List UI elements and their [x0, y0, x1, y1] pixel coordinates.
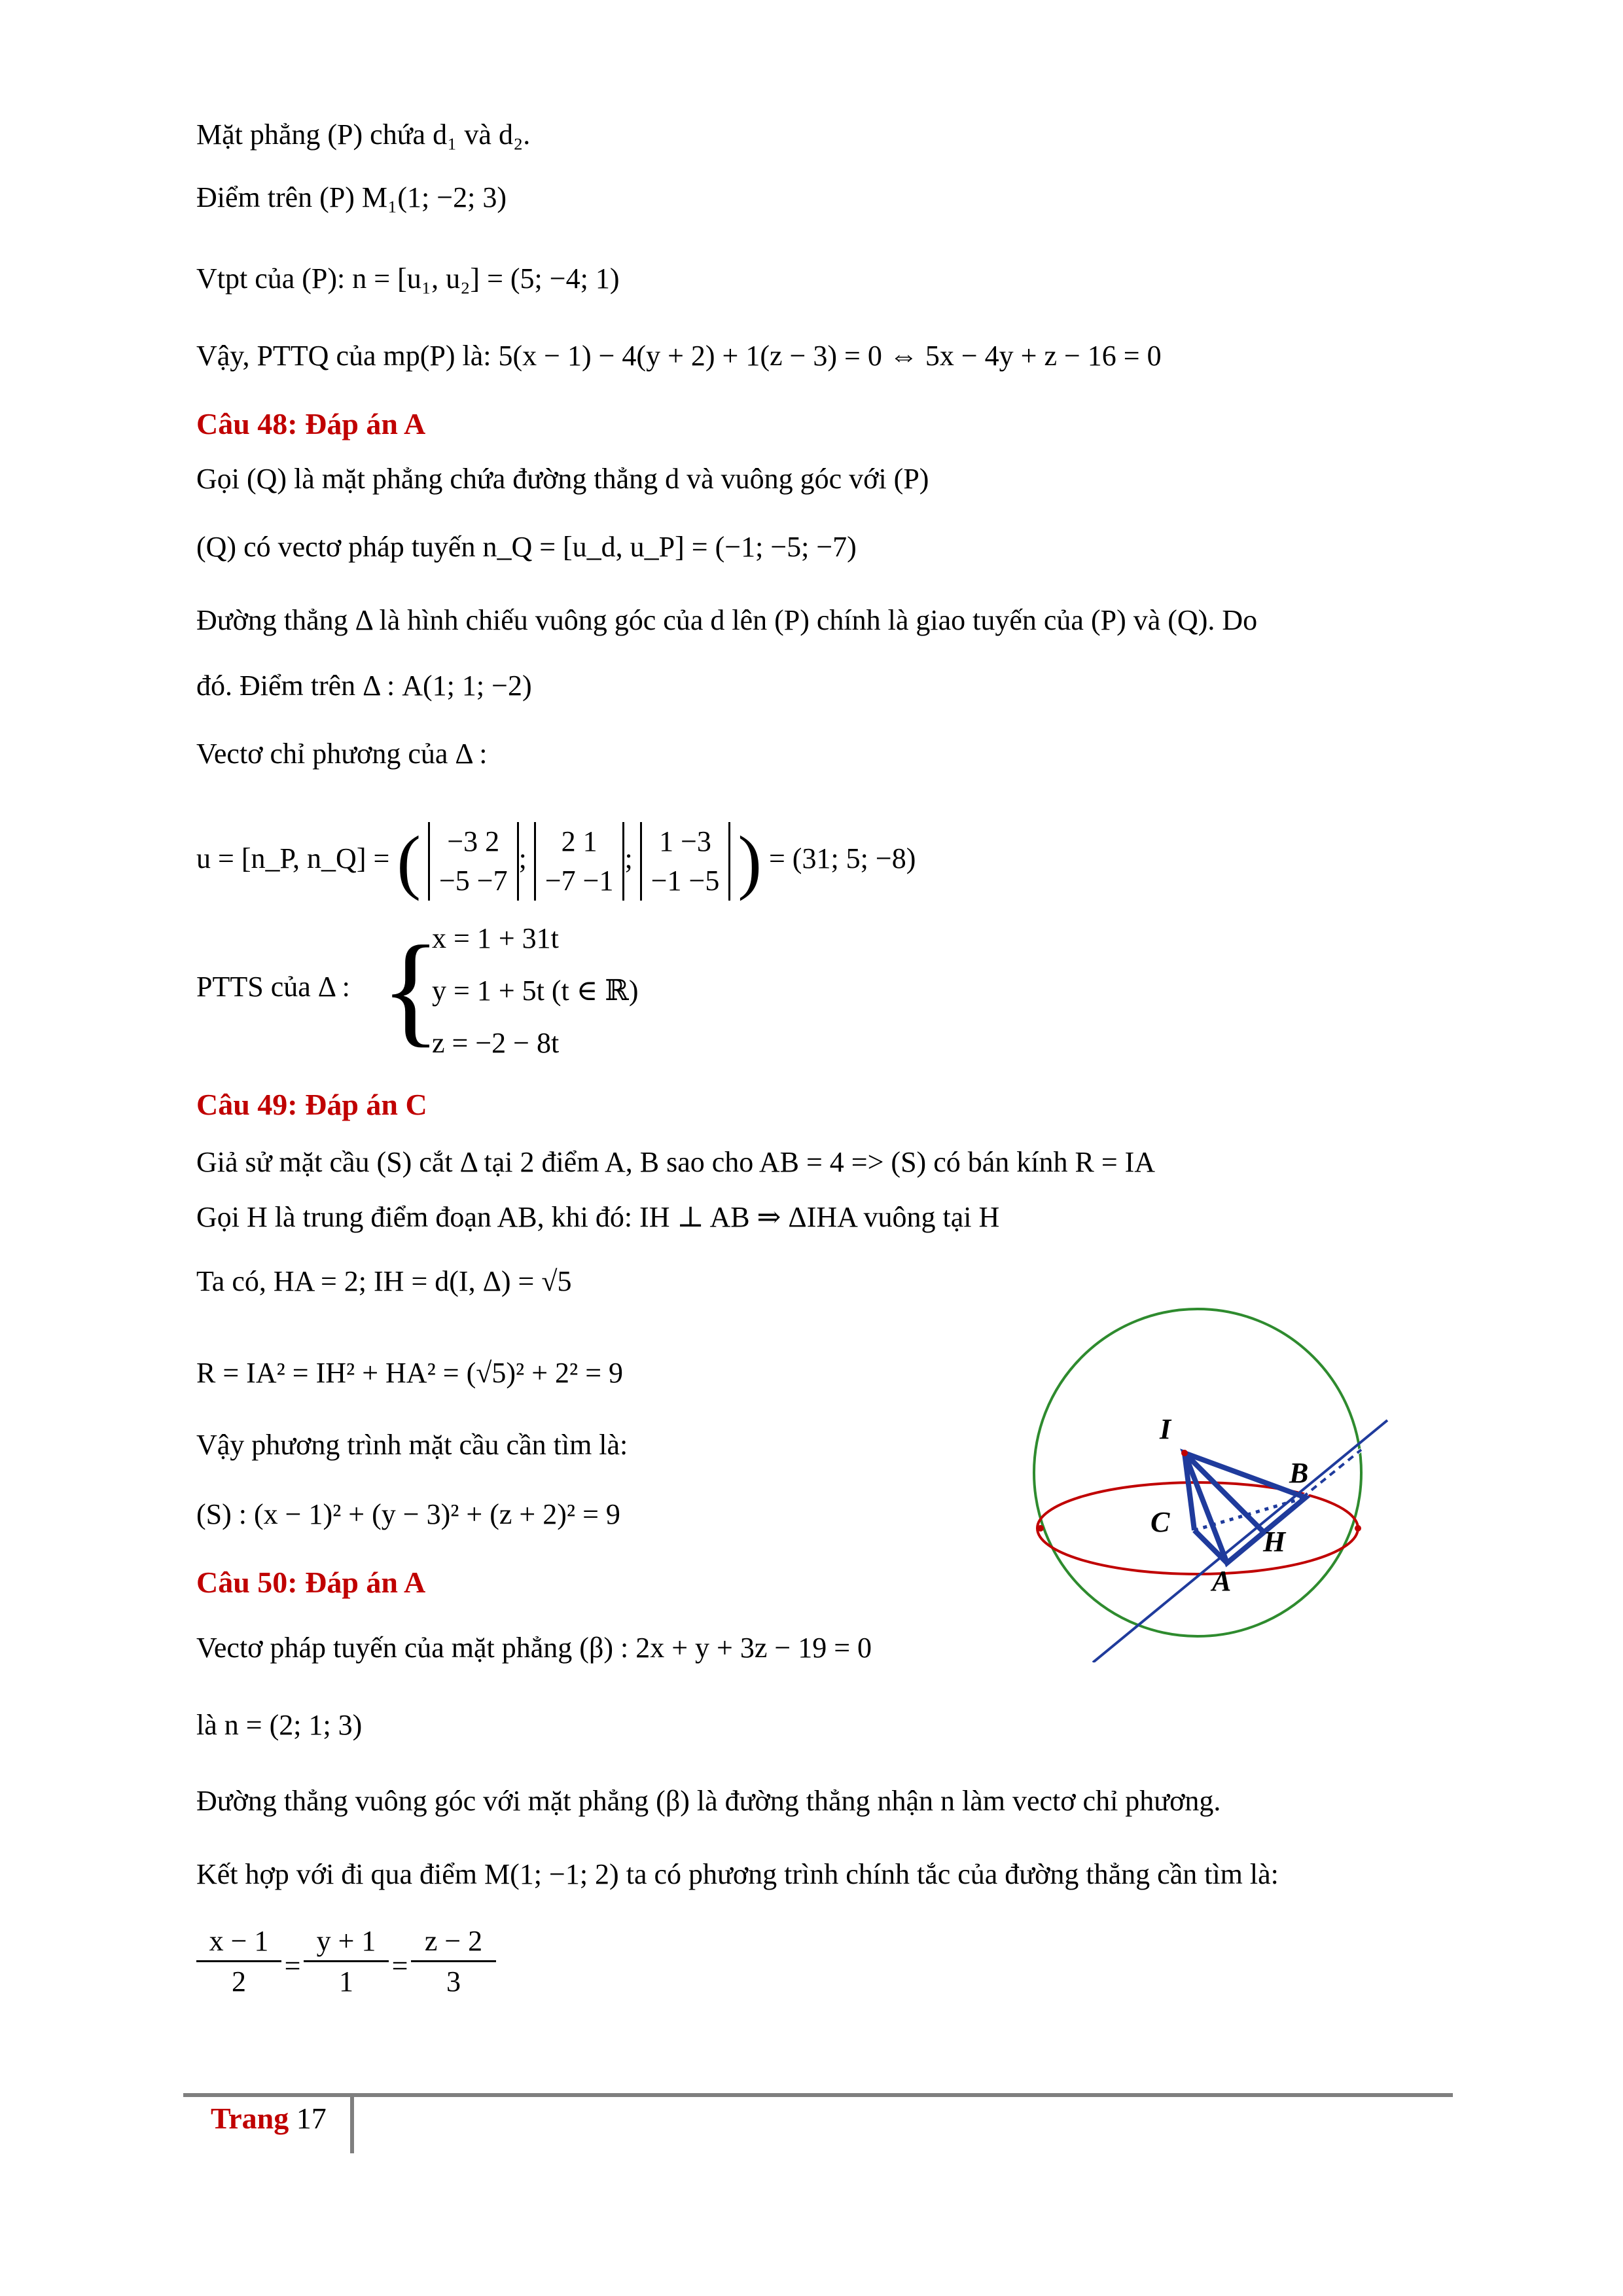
text-line: Vậy phương trình mặt cầu cần tìm là:	[196, 1429, 628, 1461]
label-C: C	[1150, 1506, 1170, 1538]
text-line: R = IA² = IH² + HA² = (√5)² + 2² = 9	[196, 1357, 624, 1389]
det-row: −5 −7	[438, 865, 508, 897]
point-left	[1037, 1525, 1044, 1532]
det-row: 2 1	[561, 825, 597, 857]
numerator: y + 1	[304, 1924, 389, 1962]
system-row: y = 1 + 5t (t ∈ ℝ)	[432, 975, 639, 1007]
label-B: B	[1289, 1457, 1309, 1489]
text-line: Vtpt của (P): n = [u₁, u₂] = (5; −4; 1)	[196, 262, 620, 295]
text-line: (Q) có vectơ pháp tuyến n_Q = [u_d, u_P] = (−1; −5; −7)	[196, 531, 857, 563]
text-line: Gọi (Q) là mặt phẳng chứa đường thẳng d và vuông góc với (P)	[196, 463, 929, 495]
text-line: Vậy, PTTQ của mp(P) là: 5(x − 1) − 4(y + 2) + 1(z − 3) = 0 ⇔ 5x − 4y + z − 16 = 0	[196, 340, 1162, 372]
sphere-diagram	[1008, 1257, 1414, 1662]
label-A: A	[1212, 1565, 1232, 1597]
equals-sign: =	[391, 1950, 408, 1982]
point-I	[1181, 1450, 1188, 1456]
page-number: 17	[296, 2102, 327, 2135]
text-line: Ta có, HA = 2; IH = d(I, Δ) = √5	[196, 1265, 572, 1297]
fraction-z	[411, 1924, 496, 1998]
label-H: H	[1263, 1526, 1286, 1558]
denominator: 2	[232, 1965, 246, 1998]
paren-close: )	[738, 821, 762, 901]
numerator: z − 2	[411, 1924, 496, 1962]
system-row: z = −2 − 8t	[432, 1027, 560, 1059]
text-line: (S) : (x − 1)² + (y − 3)² + (z + 2)² = 9	[196, 1498, 620, 1530]
text-line: Vectơ chỉ phương của Δ :	[196, 738, 488, 770]
determinant-1	[428, 822, 519, 901]
paren-open: (	[397, 821, 421, 901]
numerator: x − 1	[196, 1924, 281, 1962]
brace: {	[381, 921, 441, 1058]
text-line: đó. Điểm trên Δ : A(1; 1; −2)	[196, 670, 532, 702]
parametric-system	[432, 912, 639, 1069]
det-row: 1 −3	[659, 825, 711, 857]
label-I: I	[1160, 1413, 1171, 1445]
point-right	[1355, 1525, 1361, 1532]
question-48-heading: Câu 48: Đáp án A	[196, 407, 426, 440]
fraction-y	[304, 1924, 389, 1998]
text-line: Gọi H là trung điểm đoạn AB, khi đó: IH ⊥ AB ⇒ ΔIHA vuông tại H	[196, 1201, 1000, 1233]
question-50-heading: Câu 50: Đáp án A	[196, 1566, 426, 1599]
formula-right: = (31; 5; −8)	[768, 842, 916, 875]
question-49-heading: Câu 49: Đáp án C	[196, 1088, 427, 1121]
determinant-2	[534, 822, 625, 901]
parametric-label: PTTS của Δ :	[196, 971, 350, 1003]
text-line: Mặt phẳng (P) chứa d₁ và d₂.	[196, 118, 531, 151]
formula-left: u = [n_P, n_Q] =	[196, 842, 390, 875]
det-row: −3 2	[447, 825, 500, 857]
text-line: Vectơ pháp tuyến của mặt phẳng (β) : 2x + y + 3z − 19 = 0	[196, 1632, 872, 1664]
det-row: −7 −1	[544, 865, 614, 897]
line-delta	[1093, 1420, 1387, 1662]
denominator: 1	[339, 1965, 353, 1998]
footer-divider	[350, 2097, 354, 2153]
text-line: Điểm trên (P) M₁(1; −2; 3)	[196, 181, 507, 213]
text-line: Đường thẳng vuông góc với mặt phẳng (β) là đường thẳng nhận n làm vectơ chỉ phương.	[196, 1785, 1221, 1817]
page-footer	[211, 2101, 327, 2136]
sphere-outline	[1034, 1309, 1361, 1636]
equals-sign: =	[284, 1950, 301, 1982]
determinant-3	[640, 822, 731, 901]
footer-rule	[183, 2093, 1453, 2097]
text-line: Giả sử mặt cầu (S) cắt Δ tại 2 điểm A, B sao cho AB = 4 => (S) có bán kính R = IA	[196, 1146, 1156, 1178]
fraction-x	[196, 1924, 281, 1998]
text-line: là n = (2; 1; 3)	[196, 1709, 363, 1741]
text-line: Kết hợp với đi qua điểm M(1; −1; 2) ta có phương trình chính tắc của đường thẳng cần tìm là:	[196, 1858, 1279, 1890]
det-row: −1 −5	[651, 865, 720, 897]
system-row: x = 1 + 31t	[432, 922, 559, 954]
denominator: 3	[446, 1965, 461, 1998]
page-label: Trang	[211, 2102, 289, 2135]
text-line: Đường thẳng Δ là hình chiếu vuông góc của d lên (P) chính là giao tuyến của (P) và (Q). Do	[196, 604, 1258, 636]
direction-vector-formula: u = [n_P, n_Q] = ( −3 2 −5 −7 ; 2 1 −7 −1 ; 1 −3 −1 −5 ) = (31; 5; −8)	[196, 821, 916, 901]
